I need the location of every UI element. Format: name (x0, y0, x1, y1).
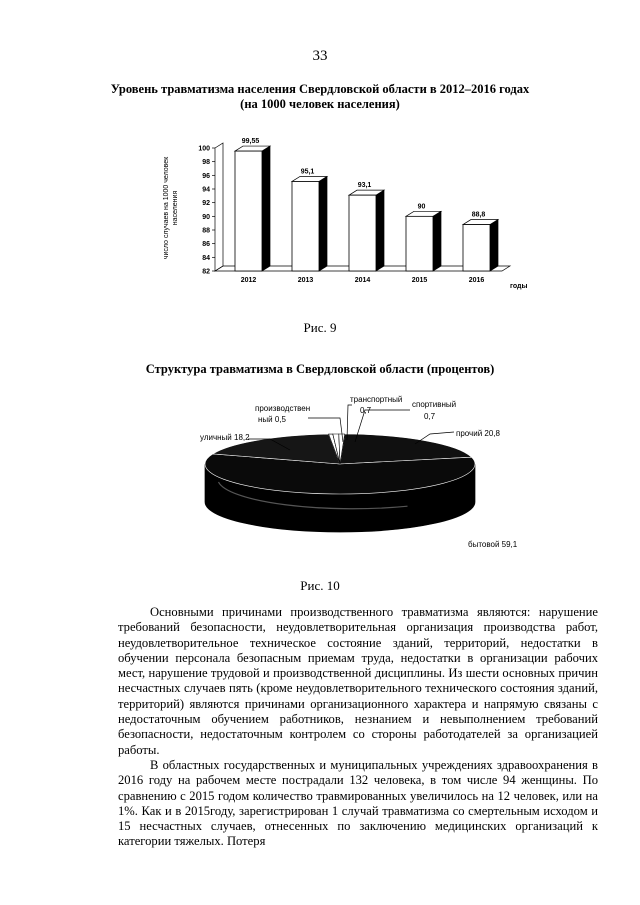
bar-value-label: 90 (417, 203, 426, 211)
x-tick-label: 2014 (354, 277, 371, 284)
y-tick-label: 98 (202, 159, 210, 167)
y-tick-label: 84 (202, 254, 210, 262)
y-axis-label-line1: число случаев на 1000 человек (163, 156, 170, 260)
y-tick-label: 90 (202, 213, 210, 221)
paragraph-2: В областных государственных и муниципальных учреждениях здравоохранения в 2016 году на рабочем месте пострадали 132 человека, в том числе 94 женщины. По сравнению с 2015 годом количество травмированных увеличилось на 12 человек, или на 1%. Как и в 2015году, зарегистрирован 1 случай травматизма со смертельным исходом и 15 несчастных случаев, отнесенных по заключению медицинских организаций к категории тяжелых. Потеря (118, 757, 598, 849)
bar-value-label: 99,55 (241, 138, 260, 146)
figure9-title-line2: (на 1000 человек населения) (240, 97, 400, 111)
y-tick-label: 88 (202, 227, 210, 235)
y-tick-label: 96 (202, 172, 210, 180)
x-tick-label: 2016 (468, 277, 485, 284)
bar-chart-plot (198, 138, 510, 284)
bar-side (262, 146, 270, 271)
pie-label-industrial-line1: производствен (255, 404, 311, 413)
pie-label-sport-line1: спортивный (412, 400, 457, 409)
pie-label-transport-line1: транспортный (350, 395, 403, 404)
pie-label-household: бытовой 59,1 (468, 540, 518, 549)
pie-label-sport-line2: 0,7 (424, 412, 436, 421)
figure10-title: Структура травматизма в Свердловской области (процентов) (145, 362, 495, 376)
figure9-title-line1: Уровень травматизма населения Свердловской области в 2012–2016 годах (110, 82, 530, 96)
pie-label-other: прочий 20,8 (456, 429, 500, 438)
bar-chart (160, 128, 540, 298)
y-axis-label-line2: населения (172, 190, 179, 226)
page-number: 33 (312, 48, 328, 64)
pie-label-street: уличный 18,2 (200, 433, 250, 442)
figure10-caption: Рис. 10 (300, 578, 340, 593)
x-tick-label: 2013 (297, 277, 314, 284)
bar-value-label: 93,1 (357, 182, 372, 190)
bar-axis-side-wall (215, 143, 223, 271)
x-axis-label: годы (510, 283, 528, 290)
pie-chart (190, 392, 530, 557)
bar (463, 225, 490, 271)
bar (292, 181, 319, 271)
pie-label-transport-line2: 0,7 (360, 406, 372, 415)
x-tick-label: 2015 (411, 277, 428, 284)
paragraph-1: Основными причинами производственного травматизма являются: нарушение требований безопасности, неудовлетворительная организация производства работ, неудовлетворительное техническое состояние зданий, территорий, недостатки в обучении персонала безопасным приемам труда, недостатки в организации рабочих мест, нарушение трудовой и производственной дисциплины. Из шести основных причин несчастных случаев пять (кроме неудовлетворительного технического состояния зданий, территорий) являются причинами организационного характера и напрямую связаны с недостаточным обучением работников, незнанием и невыполнением требований безопасности, недостаточным контролем со стороны работодателей за организацией работы. (118, 605, 598, 757)
bar (349, 195, 376, 271)
bar-side (319, 176, 327, 271)
y-tick-label: 86 (202, 241, 210, 249)
y-tick-label: 100 (198, 145, 210, 153)
pie-label-industrial-line2: ный 0,5 (258, 415, 286, 424)
y-tick-label: 94 (202, 186, 210, 194)
bar-value-label: 88,8 (471, 211, 486, 219)
bar-side (490, 220, 498, 271)
figure9-title (80, 82, 560, 112)
y-tick-label: 82 (202, 268, 210, 276)
bar-side (433, 211, 441, 271)
figure9-caption: Рис. 9 (303, 320, 337, 335)
bar-side (376, 190, 384, 271)
body-text (118, 605, 598, 850)
bar (235, 151, 262, 271)
bar (406, 216, 433, 271)
y-tick-label: 92 (202, 200, 210, 208)
x-tick-label: 2012 (240, 277, 257, 284)
bar-value-label: 95,1 (300, 168, 315, 176)
pie-chart-plot (205, 434, 475, 532)
